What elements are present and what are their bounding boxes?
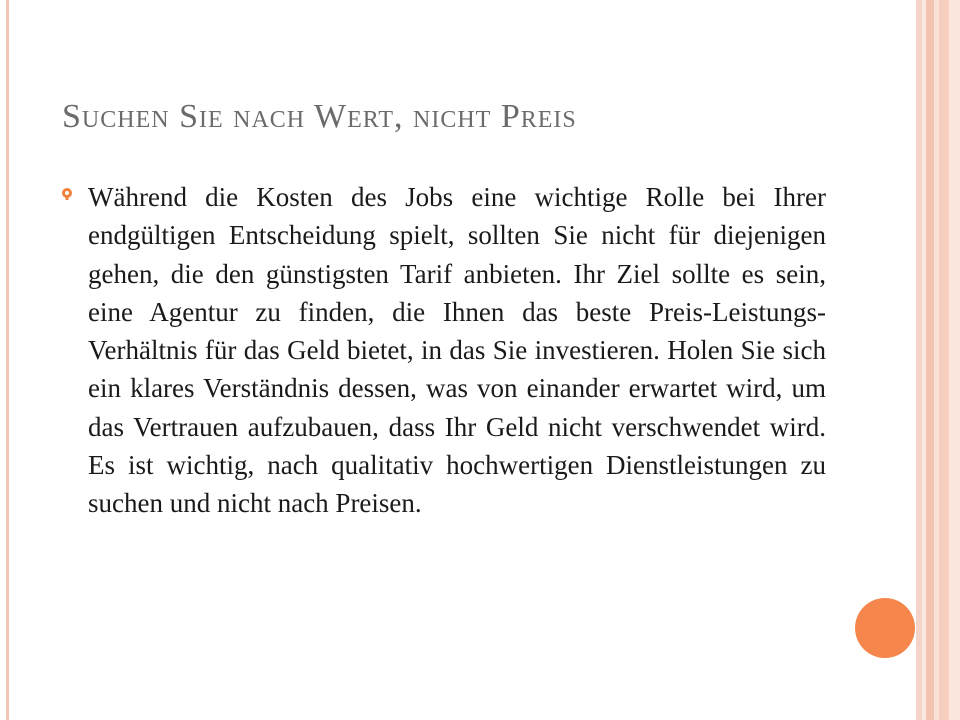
bullet-item [62, 178, 826, 523]
slide-title: Suchen Sie nach Wert, nicht Preis [62, 98, 577, 135]
orange-circle-decoration [855, 598, 915, 658]
left-border-decoration [6, 0, 9, 720]
right-stripe-decoration [949, 0, 960, 720]
right-stripe-decoration [926, 0, 934, 720]
bullet-text: Während die Kosten des Jobs eine wichtige Rolle bei Ihrer endgültigen Entscheidung spielt, sollten Sie nicht für diejenigen gehen, die den günstigsten Tarif anbieten. Ihr Ziel sollte es sein, eine Agentur zu finden, die Ihnen das beste Preis-Leistungs-Verhältnis für das Geld bietet, in das Sie investieren. Holen Sie sich ein klares Verständnis dessen, was von einander erwartet wird, um das Vertrauen aufzubauen, dass Ihr Geld nicht verschwendet wird. Es ist wichtig, nach qualitativ hochwertigen Dienstleistungen zu suchen und nicht nach Preisen. [88, 182, 826, 519]
bullet-list [62, 178, 826, 523]
bullet-ring-icon [62, 188, 72, 198]
right-stripe-decoration [939, 0, 949, 720]
